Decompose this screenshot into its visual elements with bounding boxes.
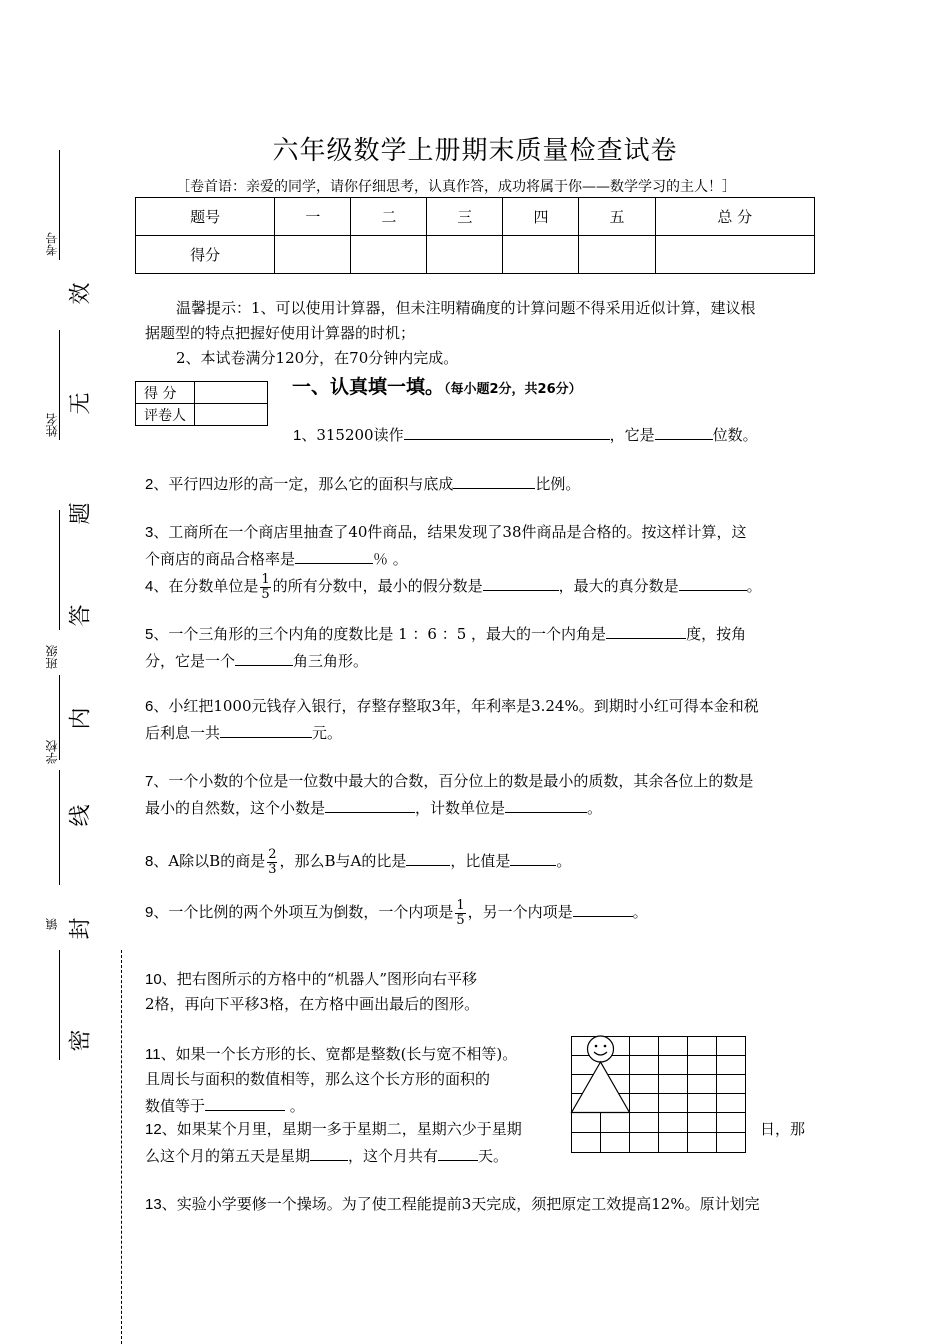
score-table-header-row [136,198,815,236]
question-13 [145,1192,760,1217]
question-number: 3、 [145,524,169,541]
robot-grid-figure[interactable] [570,1035,748,1155]
grader-name-cell[interactable] [195,404,268,426]
question-number: 11、 [145,1046,176,1063]
score-header-cell: 一 [275,198,351,236]
question-1 [293,421,758,448]
section-1-note: （每小题2分，共26分） [444,382,582,397]
question-text: 如果某个月里，星期一多于星期二，星期六少于星期 [176,1120,522,1138]
seal-char: 效 [68,282,94,305]
question-text: 315200读作 [316,426,404,444]
score-header-cell: 五 [579,198,655,236]
fraction-numerator: 2 [268,846,277,862]
question-11 [145,1042,517,1119]
question-text: ，它是 [609,426,655,444]
question-text: 比例。 [535,475,581,493]
score-row-label: 得分 [136,236,275,274]
question-number: 5、 [145,626,169,643]
seal-char: 线 [68,804,94,827]
question-text: 把右图所示的方格中的“机器人”图形向右平移 [176,970,478,988]
question-text: 。 [285,1097,305,1115]
answer-blank[interactable] [220,719,312,738]
question-5 [145,620,746,674]
answer-blank[interactable] [606,620,686,639]
grader-box [135,381,268,426]
question-text: 数值等于 [145,1097,206,1115]
grader-name-label: 评卷人 [136,404,195,426]
question-text: 位数。 [712,426,758,444]
score-header-cell: 二 [351,198,427,236]
question-7 [145,769,753,821]
seal-char: 封 [68,917,94,940]
question-number: 13、 [145,1196,177,1213]
answer-blank[interactable] [295,545,373,564]
robot-eye [595,1045,598,1048]
question-number: 6、 [145,698,169,715]
fraction [260,573,270,602]
fraction-denominator: 3 [268,861,277,877]
question-number: 10、 [145,971,177,988]
score-cell[interactable] [579,236,655,274]
intro-text: ［卷首语：亲爱的同学，请你仔细思考，认真作答，成功将属于你——数学学习的主人！］ [176,179,736,195]
question-text: 一个三角形的三个内角的度数比是 1 ：6 ：5 ，最大的一个内角是 [168,625,607,643]
side-label-xuexiao: 学校 [45,740,59,764]
answer-blank[interactable] [406,847,450,866]
robot-eye [604,1045,607,1048]
tip-line-2: 据题型的特点把握好使用计算器的时机； [145,324,416,342]
cut-line-dashed [121,950,122,1344]
answer-blank[interactable] [483,572,559,591]
question-text: 一个小数的个位是一位数中最大的合数，百分位上的数是最小的质数，其余各位上的数是 [168,772,754,790]
question-text: 如果一个长方形的长、宽都是整数(长与宽不相等)。 [175,1045,518,1063]
score-header-cell: 总 分 [655,198,815,236]
question-number: 8、 [145,853,169,870]
side-label-zhen: 镇 [45,918,59,930]
answer-blank[interactable] [679,572,747,591]
question-text: 且周长与面积的数值相等，那么这个长方形的面积的 [145,1070,491,1088]
answer-blank[interactable] [325,794,415,813]
question-text: 度，按角 [686,625,747,643]
question-2 [145,470,580,497]
question-9 [145,898,648,928]
question-text: 。 [587,799,603,817]
tip-line-3: 2、本试卷满分120分，在70分钟内完成。 [176,349,459,367]
question-number: 9、 [145,904,169,921]
seal-char: 内 [68,707,94,730]
side-label-xingming: 姓名 [45,413,59,437]
question-text: 。 [556,852,572,870]
question-text: 在分数单位是 [168,577,259,595]
question-text: 最小的自然数，这个小数是 [145,799,326,817]
question-text: ，比值是 [450,852,511,870]
question-text: 角三角形。 [293,652,369,670]
question-text: ，这个月共有 [348,1147,439,1165]
question-text: 。 [632,903,648,921]
score-cell[interactable] [275,236,351,274]
question-number: 2、 [145,476,169,493]
question-text: 小红把1000元钱存入银行，存整存整取3年，年利率是3.24%。到期时小红可得本金和税 [168,697,759,715]
question-text: ，另一个内项是 [467,903,573,921]
question-number: 4、 [145,578,169,595]
question-number: 12、 [145,1121,177,1138]
binding-line-3 [59,510,60,630]
section-1-heading [292,372,582,399]
question-8 [145,847,571,877]
question-6 [145,694,759,746]
question-12 [145,1117,522,1169]
seal-char: 无 [68,392,94,415]
question-text: 个商店的商品合格率是 [145,550,296,568]
score-header-cell: 四 [503,198,579,236]
score-header-cell: 三 [427,198,503,236]
score-cell[interactable] [427,236,503,274]
section-1-title: 一、认真填一填。 [292,376,445,398]
answer-blank[interactable] [205,1092,285,1111]
answer-blank[interactable] [310,1142,348,1161]
question-text: 工商所在一个商店里抽查了40件商品，结果发现了38件商品是合格的。按这样计算，这 [168,523,747,541]
answer-blank[interactable] [235,647,293,666]
fraction-numerator: 1 [456,897,465,913]
binding-line-6 [59,950,60,1060]
question-12-continued: 日，那 [760,1120,806,1138]
tip-line-1: 温馨提示：1、可以使用计算器，但未注明精确度的计算问题不得采用近似计算，建议根 [176,299,756,317]
question-number: 1、 [293,427,317,444]
question-text: 的所有分数中，最小的假分数是 [272,577,483,595]
robot-head [588,1036,614,1062]
answer-blank[interactable] [573,898,633,917]
answer-blank[interactable] [655,421,713,440]
fraction-numerator: 1 [261,571,270,587]
question-text: 后利息一共 [145,724,221,742]
score-cell[interactable] [655,236,815,274]
score-cell[interactable] [351,236,427,274]
robot-body [572,1062,630,1113]
question-text: ，计数单位是 [415,799,506,817]
question-text: ％ 。 [373,550,408,568]
question-text: 元。 [312,724,343,742]
question-text: 实验小学要修一个操场。为了使工程能提前3天完成，须把原定工效提高12%。原计划完 [176,1195,760,1213]
grader-score-cell[interactable] [195,382,268,404]
question-text: ，那么B与A的比是 [279,852,407,870]
question-text: 分，它是一个 [145,652,236,670]
answer-blank[interactable] [453,470,535,489]
page-title: 六年级数学上册期末质量检查试卷 [272,136,678,166]
fraction [267,848,277,877]
question-10 [145,967,479,1017]
answer-blank[interactable] [510,847,556,866]
fraction [455,899,465,928]
question-text: ，最大的真分数是 [558,577,679,595]
answer-blank[interactable] [404,421,610,440]
answer-blank[interactable] [505,794,587,813]
grader-score-label: 得 分 [136,382,195,404]
score-table [135,197,815,274]
question-text: 。 [746,577,762,595]
question-text: 平行四边形的高一定，那么它的面积与底成 [168,475,454,493]
side-label-kaohao: 考号 [45,232,59,256]
seal-char: 题 [68,502,94,525]
question-text: 天。 [478,1147,509,1165]
score-header-cell: 题号 [136,198,275,236]
question-3 [145,520,747,572]
question-text: 2格，再向下平移3格，在方格中画出最后的图形。 [145,995,480,1013]
fraction-denominator: 5 [456,912,465,928]
score-table-score-row [136,236,815,274]
question-text: 么这个月的第五天是星期 [145,1147,311,1165]
side-label-banji: 班级 [45,645,59,669]
question-text: 一个比例的两个外项互为倒数，一个内项是 [168,903,454,921]
answer-blank[interactable] [438,1142,478,1161]
fraction-denominator: 5 [261,586,270,602]
question-text: A除以B的商是 [168,852,266,870]
seal-char: 答 [68,604,94,627]
seal-char: 密 [68,1029,94,1052]
score-cell[interactable] [503,236,579,274]
question-number: 7、 [145,773,169,790]
binding-line-5 [59,770,60,885]
question-4 [145,572,762,602]
